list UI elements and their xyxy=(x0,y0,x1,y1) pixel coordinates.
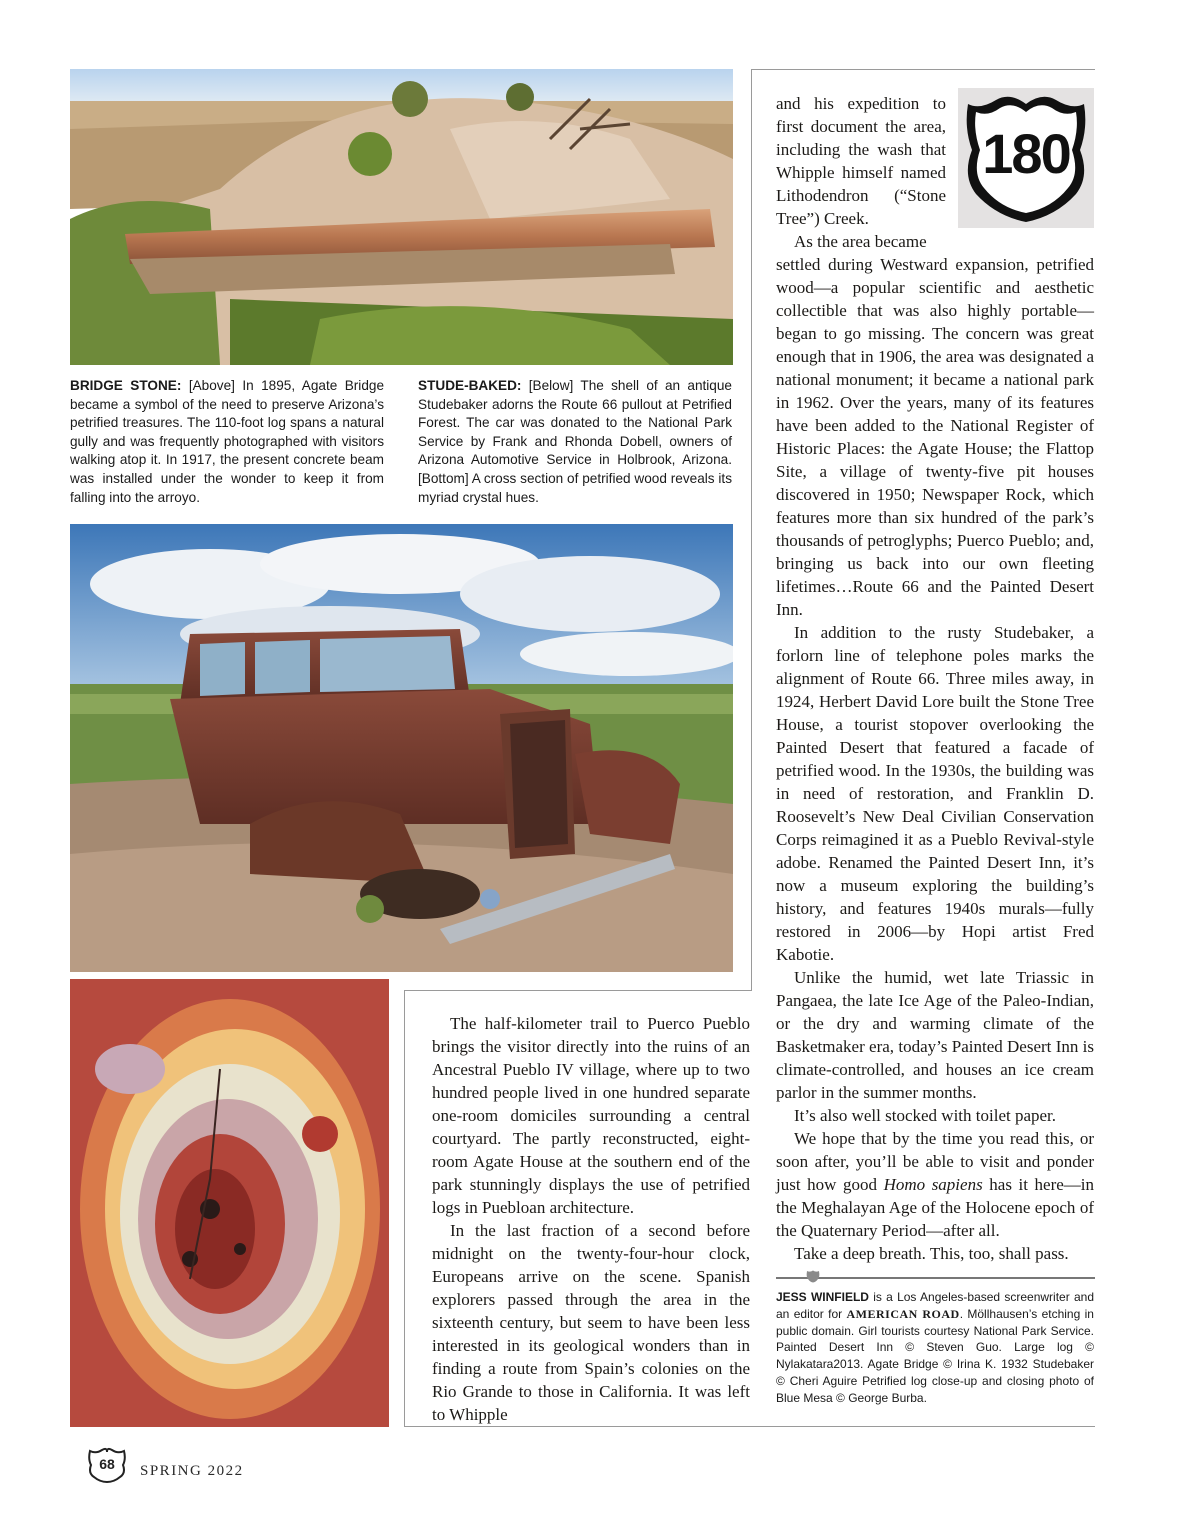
middle-column-left-rule xyxy=(404,990,405,1427)
route-180-shield xyxy=(958,88,1094,228)
agate-bridge-photo xyxy=(70,69,733,365)
bridge-stone-caption xyxy=(70,377,384,507)
paragraph xyxy=(776,1127,1094,1242)
paragraph: settled during Westward expansion, petrified wood—a popular scientific and aesthetic collectible that was also highly portable—began to go missing. The concern was great enough that in 1906, the area was designated a national monument; it became a national park in 1962. Over the years, many of its features have been added to the National Register of Historic Places: the Agate House; the Flattop Site, a village of twenty-five pit houses discovered in 1950; Newspaper Rock, which features more than six hundred of the park’s thousands of petroglyphs; Puerco Pueblo; and, bringing us back into our own fleeting lifetimes…Route 66 and the Painted Desert Inn. xyxy=(776,255,1094,619)
right-column-intro xyxy=(776,92,946,253)
middle-column-text xyxy=(432,1012,750,1426)
column-divider-horizontal xyxy=(404,990,752,991)
credits-text: is a Los Angeles-based screenwriter and an editor for xyxy=(776,1290,1094,1321)
top-rule xyxy=(751,69,1095,70)
page-number: 68 xyxy=(99,1456,115,1472)
paragraph: and his expedition to first document the area, including the wash that Whipple himself named Lithodendron (“Stone Tree”) Creek. xyxy=(776,94,946,228)
petrified-wood-cross-section-photo xyxy=(70,979,389,1427)
magazine-name: AMERICAN ROAD xyxy=(846,1306,960,1321)
paragraph: The half-kilometer trail to Puerco Pueblo brings the visitor directly into the ruins of an Ancestral Pueblo IV village, where up to two hundred people lived in one hundred separate one-room domiciles surrounding a central courtyard. The partly reconstructed, eight-room Agate House at the southern end of the park stunningly displays the use of petrified logs in Puebloan architecture. xyxy=(432,1014,750,1217)
author-credits xyxy=(776,1289,1094,1407)
author-name: JESS WINFIELD xyxy=(776,1290,869,1304)
issue-label: SPRING 2022 xyxy=(140,1463,244,1479)
right-column-text xyxy=(776,253,1094,1289)
paragraph: It’s also well stocked with toilet paper. xyxy=(794,1106,1057,1125)
paragraph: In addition to the rusty Studebaker, a forlorn line of telephone poles marks the alignment of Route 66. Three miles away, in 1924, Herbert David Lore built the Stone Tree House, a tourist stopover overlooking the Painted Desert that featured a facade of petrified wood. In the 1930s, the building was in need of restoration, and Franklin D. Roosevelt’s New Deal Civilian Conservation Corps reimagined it as a Pueblo Revival-style adobe. Renamed the Painted Desert Inn, it’s now a museum exploring the building’s history, and features 1940s murals—fully restored in 2006—by Hopi artist Fred Kabotie. xyxy=(776,623,1094,964)
stude-baked-caption xyxy=(418,377,732,507)
paragraph: In the last fraction of a second before midnight on the twenty-four-hour clock, Europeans arrive on the scene. Spanish explorers passed through the area in the sixteenth century, but seem to have been less interested in its geological wonders than in finding a route from Spain’s colonies on the Rio Grande to those in California. It was left to Whipple xyxy=(432,1221,750,1424)
closing-line: Take a deep breath. This, too, shall pass. xyxy=(794,1244,1069,1263)
page-number-badge xyxy=(87,1447,127,1483)
text-span: We hope that by the time you read this, or soon after, you’ll be able to visit and ponder just how good xyxy=(776,1129,1094,1194)
caption-label: BRIDGE STONE: xyxy=(70,378,182,393)
credits-text: . Möllhausen’s etching in public domain. Girl tourists courtesy National Park Service. Painted Desert Inn © Steven Guo. Large log © Nylakatara2013. Agate Bridge © Irina K. 1932 Studebaker © Cheri Aguire Petrified log close-up and closing photo of Blue Mesa © George Burba. xyxy=(776,1306,1094,1405)
bottom-rule xyxy=(404,1426,1095,1427)
paragraph: Unlike the humid, wet late Triassic in Pangaea, the late Ice Age of the Paleo-Indian, or the dry and warming climate of the Basketmaker era, today’s Painted Desert Inn is climate-controlled, and houses an ice cream parlor in the summer months. xyxy=(776,968,1094,1102)
column-divider-vertical xyxy=(751,69,752,991)
caption-label: STUDE-BAKED: xyxy=(418,378,522,393)
text-span: has it here—in the Meghalayan Age of the Holocene epoch of the Quaternary Period—after all. xyxy=(776,1175,1094,1240)
paragraph: As the area became xyxy=(794,232,927,251)
end-mark-shield-icon xyxy=(788,1266,820,1289)
paragraph xyxy=(776,1242,1094,1289)
studebaker-photo xyxy=(70,524,733,972)
italic-term: Homo sapiens xyxy=(883,1175,983,1194)
route-number: 180 xyxy=(982,122,1070,185)
caption-text: [Below] The shell of an antique Studebaker adorns the Route 66 pullout at Petrified Forest. The car was donated to the National Park Service by Frank and Rhonda Dobell, owners of Arizona Automotive Service in Holbrook, Arizona. [Bottom] A cross section of petrified wood reveals its myriad crystal hues. xyxy=(418,378,732,505)
caption-text: [Above] In 1895, Agate Bridge became a symbol of the need to preserve Arizona’s petrified treasures. The 110-foot log spans a natural gully and was frequently photographed with visitors walking atop it. In 1917, the present concrete beam was installed under the wonder to keep it from falling into the arroyo. xyxy=(70,378,385,505)
